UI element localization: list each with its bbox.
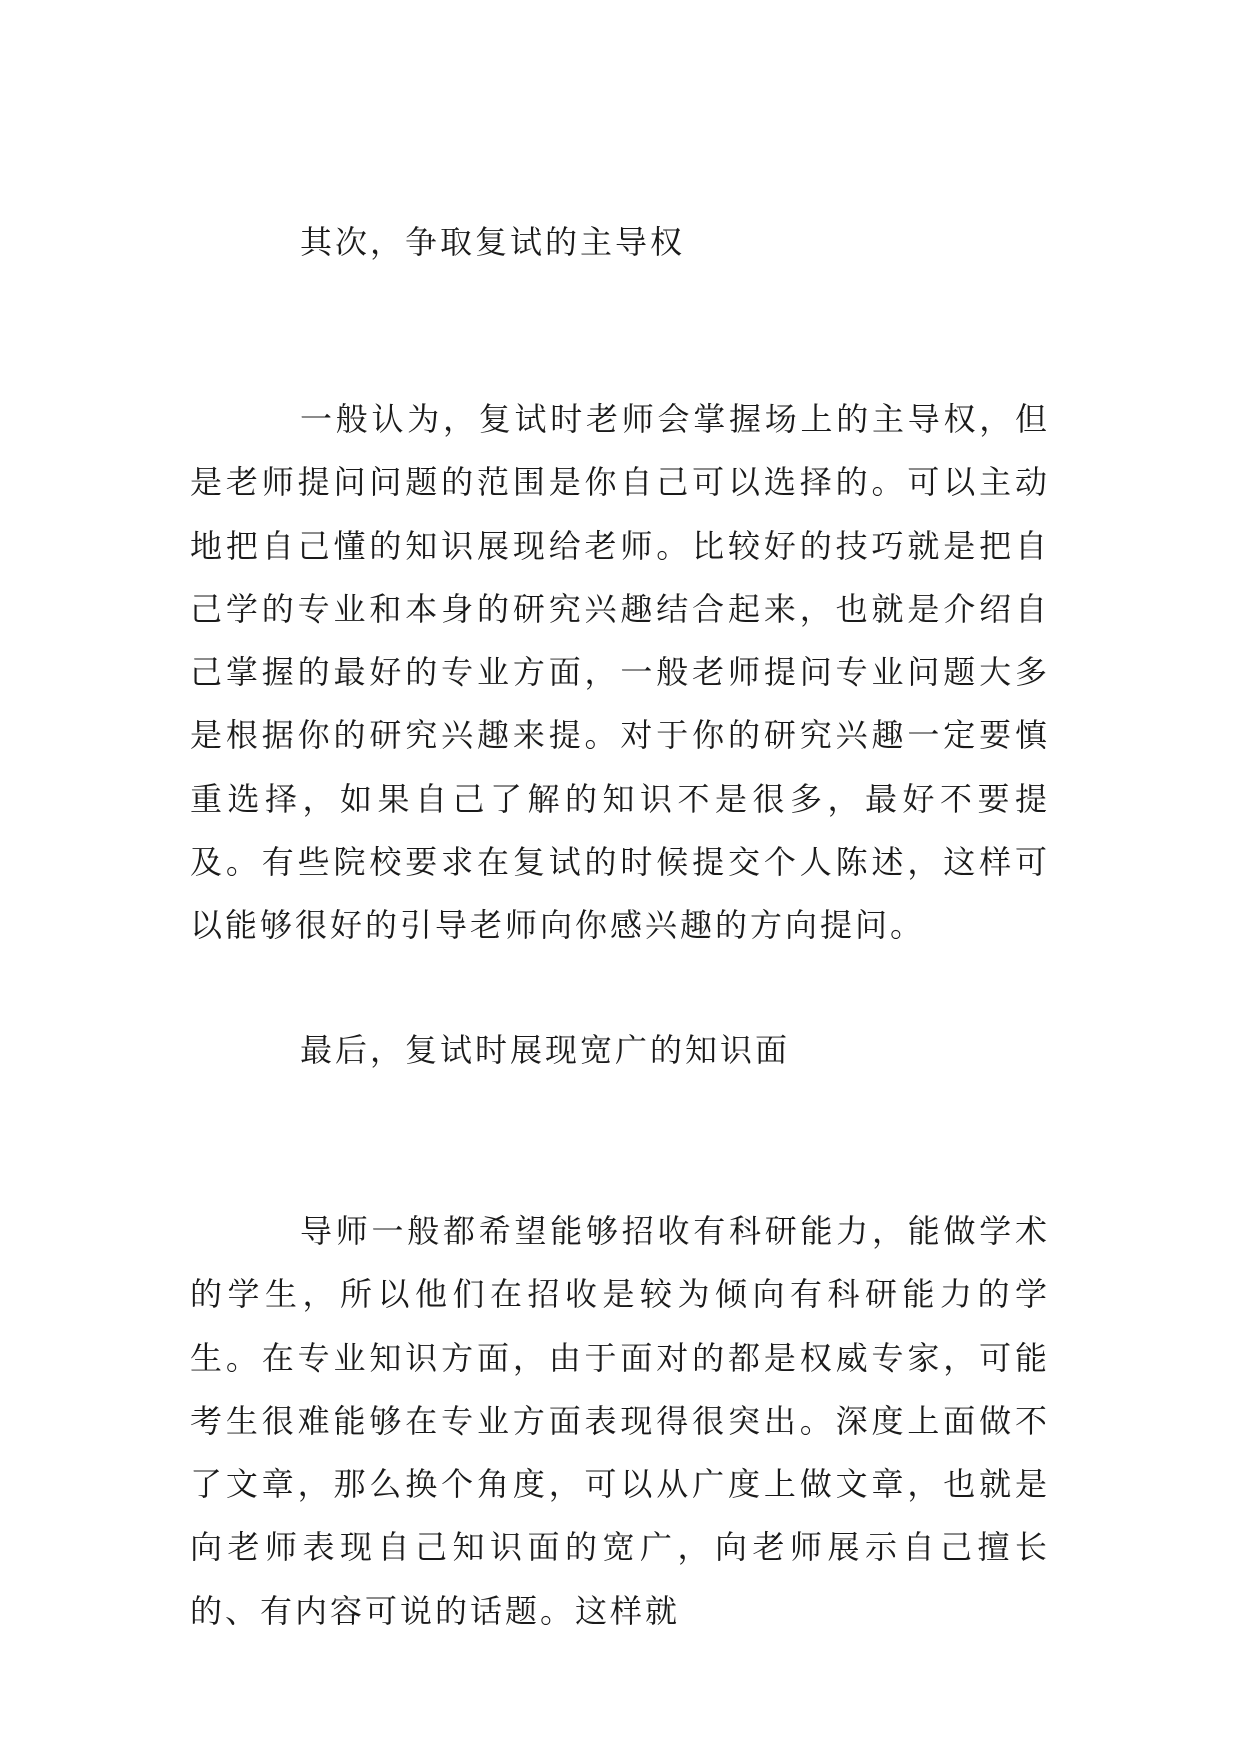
section-heading: 其次，争取复试的主导权 [300,223,686,261]
section-paragraph: 一般认为，复试时老师会掌握场上的主导权，但是老师提问问题的范围是你自己可以选择的。可以主动地把自己懂的知识展现给老师。比较好的技巧就是把自己学的专业和本身的研究兴趣结合起来，也就是介绍自己掌握的最好的专业方面，一般老师提问专业问题大多是根据你的研究兴趣来提。对于你的研究兴趣一定要慎重选择，如果自己了解的知识不是很多，最好不要提及。有些院校要求在复试的时候提交个人陈述，这样可以能够很好的引导老师向你感兴趣的方向提问。 [190,400,1050,945]
section-heading: 最后，复试时展现宽广的知识面 [300,1031,791,1069]
section-paragraph: 导师一般都希望能够招收有科研能力，能做学术的学生，所以他们在招收是较为倾向有科研能力的学生。在专业知识方面，由于面对的都是权威专家，可能考生很难能够在专业方面表现得很突出。深度上面做不了文章，那么换个角度，可以从广度上做文章，也就是向老师表现自己知识面的宽广，向老师展示自己擅长的、有内容可说的话题。这样就 [190,1212,1050,1630]
